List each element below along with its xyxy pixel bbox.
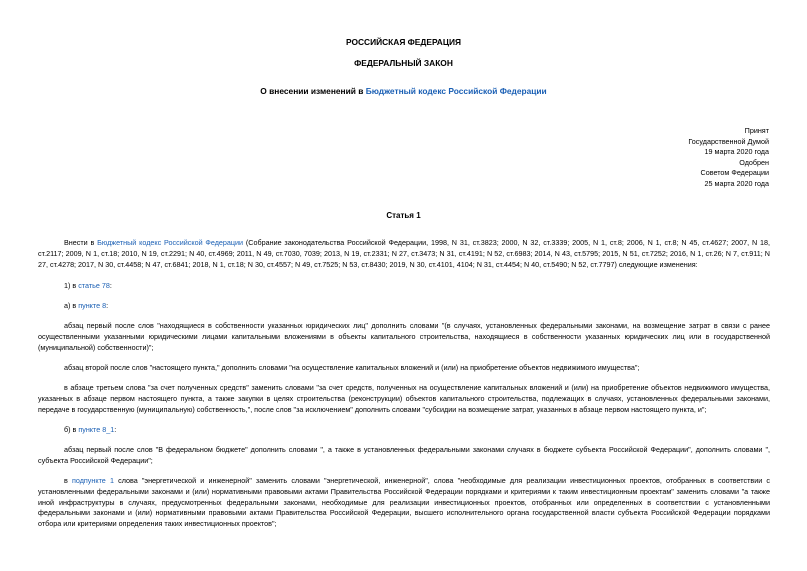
paragraph-3: в абзаце третьем слова "за счет полученных средств" заменить словами "за счет средств, полученных на осуществление капитальных вложений и (или) на приобретение объектов недвижимого имущества, указанных в абзаце первом настоящего пункта, а также закупки в целях строительства (реконструкции) объектов капитального строительства, подлежащих в случаях, установленных федеральными законами, передаче в государственную (муниципальную) собственность,", после слов "за исключением" дополнить словами "субсидии на возмещение затрат, указанных в абзаце первом настоящего пункта, и"; xyxy=(38,383,770,414)
article-78-link[interactable]: статье 78 xyxy=(78,281,110,290)
paragraph-4: абзац первый после слов "В федеральном бюджете" дополнить словами ", а также в установленных федеральными законами случаях в бюджете субъекта Российской Федерации", дополнить словами ", субъекта Российской Федерации"; xyxy=(38,445,770,465)
article-intro xyxy=(38,238,770,270)
item-1 xyxy=(64,281,112,290)
paragraph-1: абзац первый после слов "находящиеся в собственности указанных юридических лиц" дополнить словами "(в случаях, установленных федеральными законами, на возмещение затрат в связи с ранее осуществленными указанными юридическими лицами капитальными вложениями в объекты капитального строительства, находящиеся в собственности указанных юридических лиц или в государственной (муниципальной) собственности)"; xyxy=(38,321,770,352)
approved-label: Одобрен xyxy=(739,157,769,167)
intro-rest: (Собрание законодательства Российской Федерации, 1998, N 31, ст.3823; 2000, N 32, ст.3339; 2005, N 1, ст.8; 2006, N 1, ст.8; N 45, ст.4627; 2007, N 18, ст.2117; 2009, N 1, ст.18; 2010, N 19, ст.2291; N 40, ст.4969; 2011, N 49, ст.7030, 7039; 2013, N 19, ст.2331; N 27, ст.3473; N 31, ст.4191; N 52, ст.6983; 2014, N 43, ст.5795; 2015, N 51, ст.7252; 2016, N 1, ст.26; N 7, ст.911; N 27, ст.4278; 2017, N 30, ст.4458; N 47, ст.6841; 2018, N 1, ст.18; N 30, ст.4557; N 49, ст.7525; N 53, ст.8430; 2019, N 30, ст.4101, 4104; N 31, ст.4454; N 40, ст.5490; N 52, ст.7797) следующие изменения: xyxy=(38,238,770,269)
adoption-info xyxy=(688,126,769,190)
article-heading: Статья 1 xyxy=(386,211,421,220)
p5-prefix: в xyxy=(64,476,72,485)
paragraph-5 xyxy=(38,476,770,530)
item-b-prefix: б) в xyxy=(64,425,79,434)
law-title xyxy=(0,86,807,96)
adopted-by: Государственной Думой xyxy=(688,136,769,146)
law-type-heading: ФЕДЕРАЛЬНЫЙ ЗАКОН xyxy=(354,58,453,68)
item-1-prefix: 1) в xyxy=(64,281,79,290)
item-a xyxy=(64,301,108,310)
country-heading: РОССИЙСКАЯ ФЕДЕРАЦИЯ xyxy=(345,37,462,47)
item-a-prefix: а) в xyxy=(64,301,79,310)
budget-code-link[interactable]: Бюджетный кодекс Российской Федерации xyxy=(365,86,547,96)
intro-prefix: Внести в xyxy=(64,238,98,247)
item-b xyxy=(64,425,116,434)
paragraph-2: абзац второй после слов "настоящего пункта," дополнить словами "на осуществление капитальных вложений и (или) на приобретение объектов недвижимого имущества"; xyxy=(64,363,640,372)
approved-date: 25 марта 2020 года xyxy=(704,178,769,188)
item-b-suffix: : xyxy=(114,425,117,434)
adopted-label: Принят xyxy=(744,126,769,135)
law-title-prefix: О внесении изменений в xyxy=(260,86,366,96)
p5-rest: слова "энергетической и инженерной" заменить словами "энергетической, инженерной", слова "необходимые для реализации инвестиционных проектов, отобранных в соответствии с установленными федеральными законами и (или) нормативными правовыми актами Правительства Российской Федерации порядками и критериями к таким инвестиционным проектам" заменить словами "а также иной инфраструктуры в случаях, предусмотренных федеральными законами, необходимые для реализации инвестиционных проектов, отобранных или определенных в соответствии с установленными федеральными законами и (или) нормативными правовыми актами Правительства Российской Федерации, высшего исполнительного органа государственной власти субъекта Российской Федерации порядками отбора или критериями определения таких инвестиционных проектов"; xyxy=(38,476,770,529)
point-8-link[interactable]: пункте 8 xyxy=(78,301,107,310)
adopted-date: 19 марта 2020 года xyxy=(704,147,769,157)
point-8-1-link[interactable]: пункте 8_1 xyxy=(78,425,115,434)
intro-budget-code-link[interactable]: Бюджетный кодекс Российской Федерации xyxy=(97,238,244,247)
subpoint-1-link[interactable]: подпункте 1 xyxy=(71,476,114,485)
item-1-suffix: : xyxy=(109,281,112,290)
item-a-suffix: : xyxy=(106,301,109,310)
approved-by: Советом Федерации xyxy=(700,168,769,178)
